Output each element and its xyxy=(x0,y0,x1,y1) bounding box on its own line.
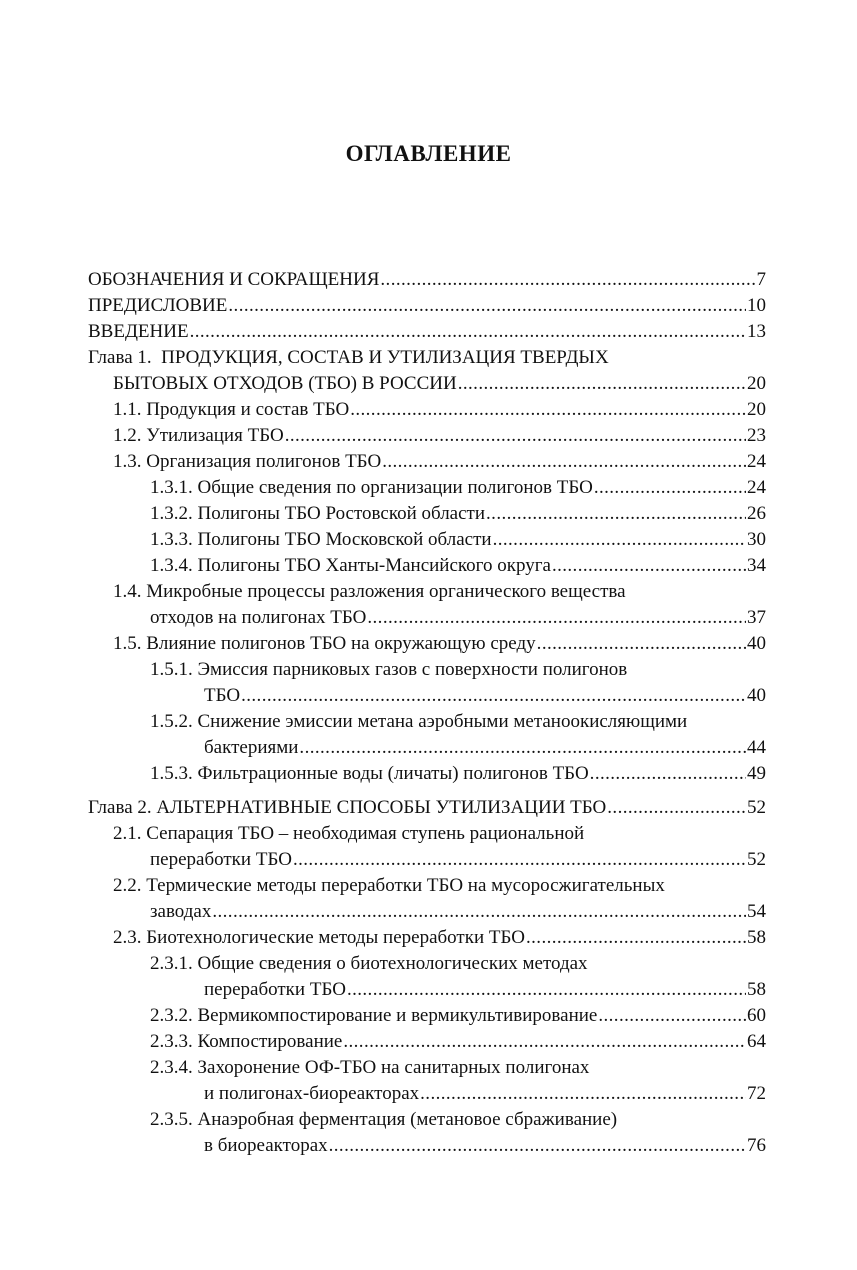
toc-entry-1-2[interactable] xyxy=(0,424,857,448)
dot-leader xyxy=(458,372,746,396)
dot-leader xyxy=(299,736,746,760)
dot-leader xyxy=(212,900,746,924)
dot-leader xyxy=(590,762,746,786)
toc-page-number: 40 xyxy=(747,633,766,654)
toc-entry-title: Глава 2. АЛЬТЕРНАТИВНЫЕ СПОСОБЫ УТИЛИЗАЦИИ ТБО xyxy=(88,797,607,818)
toc-entry-title: 2.3.1. Общие сведения о биотехнологических методах xyxy=(150,953,588,974)
toc-entry-2-3[interactable] xyxy=(0,926,857,950)
toc-page-number: 23 xyxy=(747,425,766,446)
toc-entry-1-5-2[interactable] xyxy=(0,710,857,734)
toc-entry-chapter-2[interactable] xyxy=(0,796,857,820)
toc-page-number: 52 xyxy=(747,849,766,870)
dot-leader xyxy=(526,926,746,950)
toc-entry-title: 2.3.4. Захоронение ОФ-ТБО на санитарных полигонах xyxy=(150,1057,590,1078)
toc-entry-title: ВВЕДЕНИЕ xyxy=(88,321,189,342)
dot-leader xyxy=(607,796,746,820)
toc-page-number: 58 xyxy=(747,979,766,1000)
toc-entry-preface[interactable] xyxy=(0,294,857,318)
dot-leader xyxy=(552,554,746,578)
toc-page-number: 24 xyxy=(747,477,766,498)
toc-page-number: 7 xyxy=(756,269,766,290)
toc-entry-title: 2.3. Биотехнологические методы переработки ТБО xyxy=(113,927,525,948)
toc-entry-title: 1.1. Продукция и состав ТБО xyxy=(113,399,350,420)
toc-entry-title-cont: и полигонах-биореакторах xyxy=(204,1083,420,1104)
toc-page-number: 26 xyxy=(747,503,766,524)
toc-entry-1-4[interactable] xyxy=(0,580,857,604)
toc-page-number: 10 xyxy=(747,295,766,316)
toc-entry-1-4-cont[interactable] xyxy=(0,606,857,630)
toc-entry-2-3-5[interactable] xyxy=(0,1108,857,1132)
dot-leader xyxy=(329,1134,746,1158)
dot-leader xyxy=(598,1004,746,1028)
toc-entry-title-cont: бактериями xyxy=(204,737,299,758)
dot-leader xyxy=(347,978,746,1002)
dot-leader xyxy=(293,848,746,872)
dot-leader xyxy=(382,450,746,474)
toc-page-number: 76 xyxy=(747,1135,766,1156)
toc-entry-1-5-1[interactable] xyxy=(0,658,857,682)
toc-entry-1-5-1-cont[interactable] xyxy=(0,684,857,708)
toc-entry-chapter-1-cont[interactable] xyxy=(0,372,857,396)
dot-leader xyxy=(367,606,746,630)
toc-entry-title: ОБОЗНАЧЕНИЯ И СОКРАЩЕНИЯ xyxy=(88,269,380,290)
toc-entry-title-cont: заводах xyxy=(150,901,212,922)
toc-page-number: 40 xyxy=(747,685,766,706)
toc-entry-2-3-1[interactable] xyxy=(0,952,857,976)
toc-page-number: 64 xyxy=(747,1031,766,1052)
toc-page-number: 24 xyxy=(747,451,766,472)
toc-entry-abbreviations[interactable] xyxy=(0,268,857,292)
dot-leader xyxy=(594,476,746,500)
toc-entry-1-1[interactable] xyxy=(0,398,857,422)
dot-leader xyxy=(380,268,755,292)
toc-page-number: 30 xyxy=(747,529,766,550)
toc-entry-2-2-cont[interactable] xyxy=(0,900,857,924)
toc-entry-1-5-3[interactable] xyxy=(0,762,857,786)
toc-entry-title: ПРЕДИСЛОВИЕ xyxy=(88,295,228,316)
toc-entry-1-5[interactable] xyxy=(0,632,857,656)
toc-entry-1-3[interactable] xyxy=(0,450,857,474)
toc-entry-introduction[interactable] xyxy=(0,320,857,344)
toc-entry-1-5-2-cont[interactable] xyxy=(0,736,857,760)
toc-entry-title-cont: переработки ТБО xyxy=(204,979,346,1000)
toc-entry-title: 1.3.4. Полигоны ТБО Ханты-Мансийского округа xyxy=(150,555,551,576)
toc-entry-2-3-4[interactable] xyxy=(0,1056,857,1080)
toc-entry-title: 2.2. Термические методы переработки ТБО на мусоросжигательных xyxy=(113,875,665,896)
toc-entry-chapter-1[interactable] xyxy=(0,346,857,370)
dot-leader xyxy=(486,502,746,526)
toc-entry-title: 1.5. Влияние полигонов ТБО на окружающую среду xyxy=(113,633,536,654)
dot-leader xyxy=(190,320,746,344)
dot-leader xyxy=(241,684,746,708)
toc-page-number: 49 xyxy=(747,763,766,784)
toc-entry-title: 1.3.1. Общие сведения по организации полигонов ТБО xyxy=(150,477,593,498)
toc-entry-2-1-cont[interactable] xyxy=(0,848,857,872)
toc-entry-title: Глава 1. ПРОДУКЦИЯ, СОСТАВ И УТИЛИЗАЦИЯ ТВЕРДЫХ xyxy=(88,347,609,368)
dot-leader xyxy=(537,632,746,656)
toc-entry-title-cont: отходов на полигонах ТБО xyxy=(150,607,367,628)
toc-entry-title: 1.5.1. Эмиссия парниковых газов с поверхности полигонов xyxy=(150,659,628,680)
toc-entry-1-3-2[interactable] xyxy=(0,502,857,526)
toc-page-number: 13 xyxy=(747,321,766,342)
toc-entry-1-3-1[interactable] xyxy=(0,476,857,500)
toc-page-number: 20 xyxy=(747,399,766,420)
toc-entry-2-3-4-cont[interactable] xyxy=(0,1082,857,1106)
dot-leader xyxy=(285,424,746,448)
toc-entry-title-cont: ТБО xyxy=(204,685,241,706)
toc-entry-title: 1.5.2. Снижение эмиссии метана аэробными метаноокисляющими xyxy=(150,711,688,732)
toc-entry-title: 2.1. Сепарация ТБО – необходимая ступень рациональной xyxy=(113,823,585,844)
toc-page-number: 60 xyxy=(747,1005,766,1026)
toc-page-number: 44 xyxy=(747,737,766,758)
dot-leader xyxy=(350,398,746,422)
toc-entry-title: 1.5.3. Фильтрационные воды (личаты) полигонов ТБО xyxy=(150,763,589,784)
toc-entry-1-3-3[interactable] xyxy=(0,528,857,552)
dot-leader xyxy=(420,1082,746,1106)
toc-page-number: 34 xyxy=(747,555,766,576)
page-title: ОГЛАВЛЕНИЕ xyxy=(345,141,512,166)
toc-entry-2-3-3[interactable] xyxy=(0,1030,857,1054)
toc-entry-title: 2.3.2. Вермикомпостирование и вермикультивирование xyxy=(150,1005,598,1026)
toc-entry-title: 2.3.5. Анаэробная ферментация (метановое сбраживание) xyxy=(150,1109,618,1130)
toc-entry-2-2[interactable] xyxy=(0,874,857,898)
toc-entry-2-1[interactable] xyxy=(0,822,857,846)
toc-page-number: 58 xyxy=(747,927,766,948)
toc-page-number: 37 xyxy=(747,607,766,628)
toc-page-number: 52 xyxy=(747,797,766,818)
toc-page-number: 72 xyxy=(747,1083,766,1104)
toc-entry-title: 1.4. Микробные процессы разложения органического вещества xyxy=(113,581,626,602)
toc-entry-title-cont: в биореакторах xyxy=(204,1135,328,1156)
toc-entry-title: 1.3.2. Полигоны ТБО Ростовской области xyxy=(150,503,486,524)
toc-entry-title: 1.3.3. Полигоны ТБО Московской области xyxy=(150,529,492,550)
dot-leader xyxy=(343,1030,746,1054)
toc-entry-title: 1.3. Организация полигонов ТБО xyxy=(113,451,382,472)
toc-page-number: 20 xyxy=(747,373,766,394)
toc-entry-1-3-4[interactable] xyxy=(0,554,857,578)
toc-entry-title: 2.3.3. Компостирование xyxy=(150,1031,343,1052)
toc-page-number: 54 xyxy=(747,901,766,922)
toc-entry-2-3-2[interactable] xyxy=(0,1004,857,1028)
dot-leader xyxy=(493,528,746,552)
toc-entry-2-3-5-cont[interactable] xyxy=(0,1134,857,1158)
toc-entry-title-cont: переработки ТБО xyxy=(150,849,292,870)
dot-leader xyxy=(228,294,746,318)
toc-entry-2-3-1-cont[interactable] xyxy=(0,978,857,1002)
toc-entry-title: 1.2. Утилизация ТБО xyxy=(113,425,284,446)
toc-entry-title-cont: БЫТОВЫХ ОТХОДОВ (ТБО) В РОССИИ xyxy=(113,373,457,394)
